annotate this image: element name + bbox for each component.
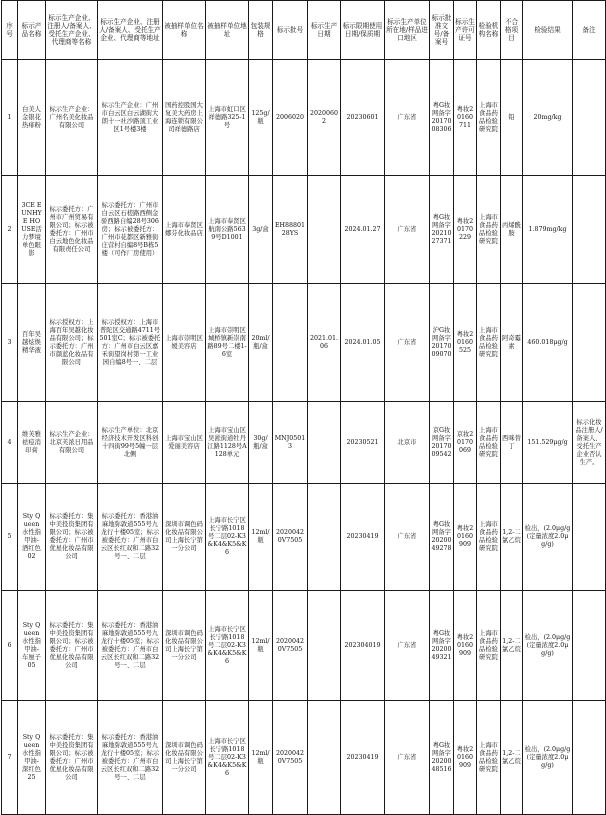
cell-expiry: 20230521: [341, 402, 385, 484]
header-origin: 标示生产单位所在地/样品进口地区: [385, 1, 430, 60]
cell-inspector: 上海市食品药品检验研究院: [477, 284, 501, 402]
cell-batch: 20200420V7505: [273, 701, 308, 815]
cell-expiry: 2024.01.27: [341, 176, 385, 284]
cell-origin: 广东省: [385, 60, 430, 176]
table-row: [2, 402, 606, 484]
cell-approval: 粤G妆网备字2021027371: [430, 176, 454, 284]
cell-approval: 粤G妆网备字2020049278: [430, 484, 454, 591]
cell-inspector: 上海市食品药品检验研究院: [477, 176, 501, 284]
cell-product-name: Sty Queen水性指甲油-深红色25: [18, 701, 46, 815]
cell-producer-name: 标示委托方：广州市广州贸易有限公司；标示被委托方：广州市白云地色化妆品有限责任公司: [46, 176, 98, 284]
cell-product-name: 白美人金银花热痱粉: [18, 60, 46, 176]
cell-spec: 125g/瓶: [249, 60, 273, 176]
cell-expiry: 20230601: [341, 60, 385, 176]
cell-producer-address: 标示授权方：上海市普陀区交通路4711号501室C；标示被委托方：广州市白云区嘉禾街望岗村第一工业园自编8号一、二层: [98, 284, 163, 402]
cell-spec: 12ml/瓶: [249, 484, 273, 591]
cell-producer-address: 标示生产企业：广州市白云区白云湖街大朗十一社沙路顶工业区1号楼3楼: [98, 60, 163, 176]
cell-item: 阿奇霉素: [501, 284, 523, 402]
cell-prod-date: [308, 591, 341, 701]
cell-sampled-address: 上海市长宁区长宁路1018号二层02-K3&K4&K5&K6: [206, 701, 249, 815]
cell-approval: 京G妆网备字2017009542: [430, 402, 454, 484]
header-item: 不合格项目: [501, 1, 523, 60]
table-row: [2, 701, 606, 815]
cell-remark: [573, 591, 606, 701]
cell-producer-address: 标示生产单位：北京经济技术开发区科创十四街99号5幢一层北侧: [98, 402, 163, 484]
cell-origin: 广东省: [385, 591, 430, 701]
header-result: 检验结果: [523, 1, 573, 60]
cell-sampled-address: 上海市长宁区长宁路1018号二层02-K3&K4&K5&K6: [206, 591, 249, 701]
cell-producer-address: 标示委托方：香港油麻地弥敦道555号九龙行十楼05室；标示被委托方：广州市白云区长红双和二路32号一、二层: [98, 701, 163, 815]
cell-producer-name: 标示委托方：集中美投资集团有限公司；标示被委托方：广州市优星化妆品有限公司: [46, 591, 98, 701]
cell-result: 151.529μg/g: [523, 402, 573, 484]
cell-remark: [573, 176, 606, 284]
cell-spec: 30g/瓶/盒: [249, 402, 273, 484]
cell-sampled-address: 上海市崇明区城桥镇新崇南路89号二楼1-6室: [206, 284, 249, 402]
cell-producer-address: 标示委托方：香港油麻地弥敦道555号九龙行十楼05室；标示被委托方：广州市白云区长红双和二路32号一、二层: [98, 591, 163, 701]
cell-item: 丙烯酰胺: [501, 176, 523, 284]
header-inspector: 检验机构名称: [477, 1, 501, 60]
cell-prod-date: [308, 402, 341, 484]
cell-license: 粤妆20170229: [454, 176, 477, 284]
header-expiry: 标示限期使用日期/保质期: [341, 1, 385, 60]
cell-prod-date: 2021.01.06: [308, 284, 341, 402]
cell-origin: 广东省: [385, 176, 430, 284]
cell-result: 检出，(2.0μg/g(定量浓度2.0μg/g): [523, 591, 573, 701]
table-row: [2, 284, 606, 402]
cell-batch: 20200420V7505: [273, 484, 308, 591]
cell-item: 1,2-二氯乙烷: [501, 484, 523, 591]
header-producer-address: 标示生产企业、注册人/备案人、受托生产企业、代理商等地址: [98, 1, 163, 60]
cell-product-name: 3CE EUNHYE HOUSE活力梦境单色眼影: [18, 176, 46, 284]
cell-origin: 广东省: [385, 284, 430, 402]
cell-item: 西咪替丁: [501, 402, 523, 484]
cell-license: 粤妆20160525: [454, 284, 477, 402]
cell-approval: 粤G妆网备字2020049321: [430, 591, 454, 701]
header-sampled-address: 被抽样单位地址: [206, 1, 249, 60]
header-batch: 标示批号: [273, 1, 308, 60]
cell-product-name: Sty Queen水性指甲油-车厘子05: [18, 591, 46, 701]
cell-seq: 4: [2, 402, 18, 484]
cell-item: 1,2-二氯乙烷: [501, 701, 523, 815]
cell-seq: 6: [2, 591, 18, 701]
cell-producer-address: 标示委托方：香港油麻地弥敦道555号九龙行十楼05室；标示被委托方：广州市白云区长红双和二路32号一、二层: [98, 484, 163, 591]
cell-product-name: Sty Queen水性指甲油-酒红色02: [18, 484, 46, 591]
cell-sampled-address: 上海市奉贤区航南公路5639号D1001: [206, 176, 249, 284]
cell-remark: [573, 60, 606, 176]
header-row: [2, 1, 606, 60]
cell-result: 460.018μg/g: [523, 284, 573, 402]
cell-prod-date: [308, 484, 341, 591]
cell-product-name: 百年吴越炫焕精华液: [18, 284, 46, 402]
cell-expiry: 20230419: [341, 701, 385, 815]
cell-remark: [573, 484, 606, 591]
cell-sampled-unit: 上海市崇明区媛美容店: [163, 284, 206, 402]
table-row: [2, 484, 606, 591]
table-row: [2, 591, 606, 701]
cell-spec: 12ml/瓶: [249, 701, 273, 815]
header-prod-date: 标示生产日期: [308, 1, 341, 60]
cell-prod-date: 20200602: [308, 60, 341, 176]
cell-sampled-unit: 深圳市调色码化妆品有限公司上海长宁第一分公司: [163, 591, 206, 701]
header-producer-name: 标示生产企业、注册人/备案人、受托生产企业、代理商等名称: [46, 1, 98, 60]
cell-result: 20mg/kg: [523, 60, 573, 176]
cell-producer-name: 标示生产企业：广州名美化妆品有限公司: [46, 60, 98, 176]
cell-seq: 3: [2, 284, 18, 402]
cell-sampled-address: 上海市虹口区祥德路325-1号: [206, 60, 249, 176]
cell-producer-name: 标示生产企业：北京芙浓日用品有限公司: [46, 402, 98, 484]
cell-seq: 1: [2, 60, 18, 176]
cell-batch: 2006020: [273, 60, 308, 176]
header-spec: 包装规格: [249, 1, 273, 60]
cell-result: 1.879mg/kg: [523, 176, 573, 284]
cell-expiry: 20230419: [341, 484, 385, 591]
cell-inspector: 上海市食品药品检验研究院: [477, 591, 501, 701]
cell-license: 粤妆20160909: [454, 591, 477, 701]
cell-origin: 北京市: [385, 402, 430, 484]
cell-inspector: 上海市食品药品检验研究院: [477, 60, 501, 176]
header-approval: 标示批准文号/备案号: [430, 1, 454, 60]
cell-approval: 粤G妆网备字2017008306: [430, 60, 454, 176]
cell-prod-date: [308, 176, 341, 284]
cell-spec: 20ml/瓶/盒: [249, 284, 273, 402]
cell-sampled-address: 上海市宝山区吴淞街道牡丹江路1128号A128单元: [206, 402, 249, 484]
cell-producer-name: 标示授权方：上海百年吴越化妆品有限公司；标示委托方：广州市颜蓝化妆品有限公司: [46, 284, 98, 402]
cell-sampled-unit: 上海市宝山区爱丽美容店: [163, 402, 206, 484]
header-product-name: 标示产品名称: [18, 1, 46, 60]
cell-remark: 标示化妆品注册人/备案人、受托生产企业否认生产。: [573, 402, 606, 484]
cell-sampled-unit: 上海市奉贤区娜芬化妆品店: [163, 176, 206, 284]
cell-item: 1,2-二氯乙烷: [501, 591, 523, 701]
cell-product-name: 维芙雅祛痘消印膏: [18, 402, 46, 484]
cell-license: 京妆20170069: [454, 402, 477, 484]
cell-seq: 2: [2, 176, 18, 284]
cell-remark: [573, 701, 606, 815]
inspection-table: [1, 0, 606, 815]
cell-producer-name: 标示委托方：集中美投资集团有限公司；标示被委托方：广州市优星化妆品有限公司: [46, 701, 98, 815]
header-sampled-unit: 被抽样单位名称: [163, 1, 206, 60]
cell-producer-address: 标示委托方：广州市白云区石槎路西侧金骄西路自编28号306房；标示被委托方：广州市花都区新雅街庄营村自编8号B栋5楼（可作厂房使用）: [98, 176, 163, 284]
cell-approval: 沪G妆网备字2017009070: [430, 284, 454, 402]
cell-sampled-unit: 国药控股国大复美大药房上海连锁有限公司祥德路店: [163, 60, 206, 176]
cell-inspector: 上海市食品药品检验研究院: [477, 402, 501, 484]
table-row: [2, 60, 606, 176]
cell-seq: 7: [2, 701, 18, 815]
cell-origin: 广东省: [385, 701, 430, 815]
cell-spec: 3g/盒: [249, 176, 273, 284]
cell-remark: [573, 284, 606, 402]
cell-batch: EH8880128YS: [273, 176, 308, 284]
cell-sampled-unit: 深圳市调色码化妆品有限公司上海长宁第一分公司: [163, 701, 206, 815]
cell-spec: 12ml/瓶: [249, 591, 273, 701]
header-remark: 备注: [573, 1, 606, 60]
cell-license: 粤妆20160909: [454, 701, 477, 815]
cell-inspector: 上海市食品药品检验研究院: [477, 484, 501, 591]
cell-inspector: 上海市食品药品检验研究院: [477, 701, 501, 815]
cell-seq: 5: [2, 484, 18, 591]
cell-license: 粤妆20160711: [454, 60, 477, 176]
cell-batch: [273, 284, 308, 402]
cell-batch: 20200420V7505: [273, 591, 308, 701]
table-row: [2, 176, 606, 284]
cell-producer-name: 标示委托方：集中美投资集团有限公司；标示被委托方：广州市优星化妆品有限公司: [46, 484, 98, 591]
cell-approval: 粤G妆网备字2020048516: [430, 701, 454, 815]
cell-prod-date: [308, 701, 341, 815]
header-seq: 序号: [2, 1, 18, 60]
header-license: 标示生产许可证号: [454, 1, 477, 60]
cell-expiry: 202304019: [341, 591, 385, 701]
cell-origin: 广东省: [385, 484, 430, 591]
cell-result: 检出，(2.0μg/g(定量浓度2.0μg/g): [523, 701, 573, 815]
cell-batch: MNJ05013: [273, 402, 308, 484]
cell-expiry: 2024.01.05: [341, 284, 385, 402]
cell-sampled-unit: 深圳市调色码化妆品有限公司上海长宁第一分公司: [163, 484, 206, 591]
cell-item: 铅: [501, 60, 523, 176]
cell-sampled-address: 上海市长宁区长宁路1018号二层02-K3&K4&K5&K6: [206, 484, 249, 591]
cell-result: 检出，(2.0μg/g(定量浓度2.0μg/g): [523, 484, 573, 591]
cell-license: 粤妆20160909: [454, 484, 477, 591]
